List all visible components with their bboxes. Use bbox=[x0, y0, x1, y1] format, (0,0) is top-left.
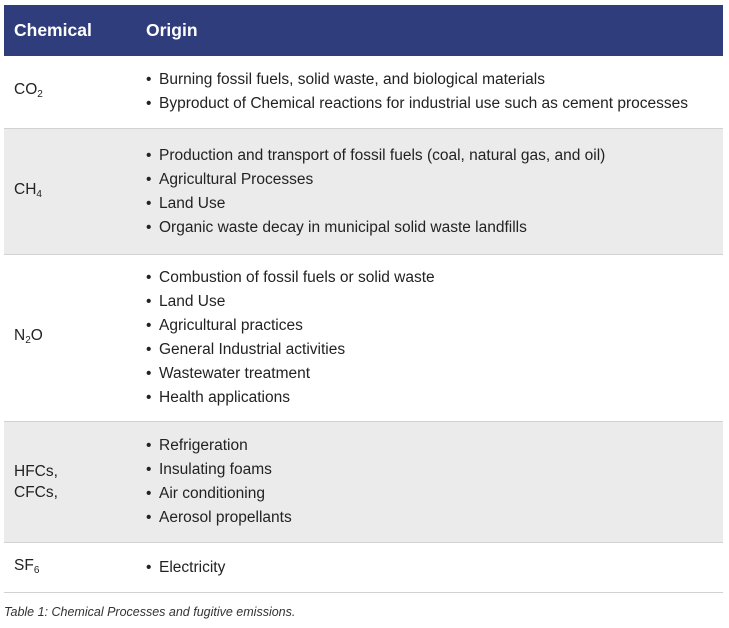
list-item: • Electricity bbox=[146, 556, 225, 580]
table-row-co2 bbox=[4, 56, 723, 129]
chemical-cell: HFCs, CFCs, bbox=[14, 463, 58, 501]
list-item: • General Industrial activities bbox=[146, 338, 435, 362]
origin-list bbox=[146, 266, 435, 410]
list-item: • Production and transport of fossil fuels (coal, natural gas, and oil) bbox=[146, 144, 605, 168]
table-row-n2o bbox=[4, 255, 723, 422]
origin-list bbox=[146, 556, 225, 580]
list-item: • Burning fossil fuels, solid waste, and biological materials bbox=[146, 68, 688, 92]
list-item: • Insulating foams bbox=[146, 458, 292, 482]
list-item: • Agricultural practices bbox=[146, 314, 435, 338]
list-item: • Land Use bbox=[146, 192, 605, 216]
header-origin: Origin bbox=[146, 20, 198, 40]
chemical-cell: $SF_6$ bbox=[14, 556, 40, 576]
list-item: • Combustion of fossil fuels or solid waste bbox=[146, 266, 435, 290]
table-header bbox=[4, 5, 723, 56]
list-item: • Refrigeration bbox=[146, 434, 292, 458]
list-item: • Health applications bbox=[146, 386, 435, 410]
list-item: • Aerosol propellants bbox=[146, 506, 292, 530]
origin-list bbox=[146, 68, 688, 116]
list-item: • Wastewater treatment bbox=[146, 362, 435, 386]
table-row-ch4 bbox=[4, 129, 723, 255]
origin-list bbox=[146, 434, 292, 530]
list-item: • Land Use bbox=[146, 290, 435, 314]
list-item: • Organic waste decay in municipal solid waste landfills bbox=[146, 216, 605, 240]
chemical-origin-table bbox=[4, 5, 723, 593]
list-item: • Byproduct of Chemical reactions for industrial use such as cement processes bbox=[146, 92, 688, 116]
table-caption: Table 1: Chemical Processes and fugitive emissions. bbox=[4, 605, 296, 619]
header-chemical: Chemical bbox=[14, 20, 92, 40]
list-item: • Agricultural Processes bbox=[146, 168, 605, 192]
table-row-sf6 bbox=[4, 543, 723, 593]
chemical-cell: $CH_4$ bbox=[14, 180, 42, 200]
chemical-cell: $CO_2$ bbox=[14, 81, 43, 100]
table-row-hfcs-cfcs bbox=[4, 422, 723, 543]
chemical-cell: $N_2O$ bbox=[14, 327, 43, 346]
list-item: • Air conditioning bbox=[146, 482, 292, 506]
origin-list bbox=[146, 144, 605, 240]
